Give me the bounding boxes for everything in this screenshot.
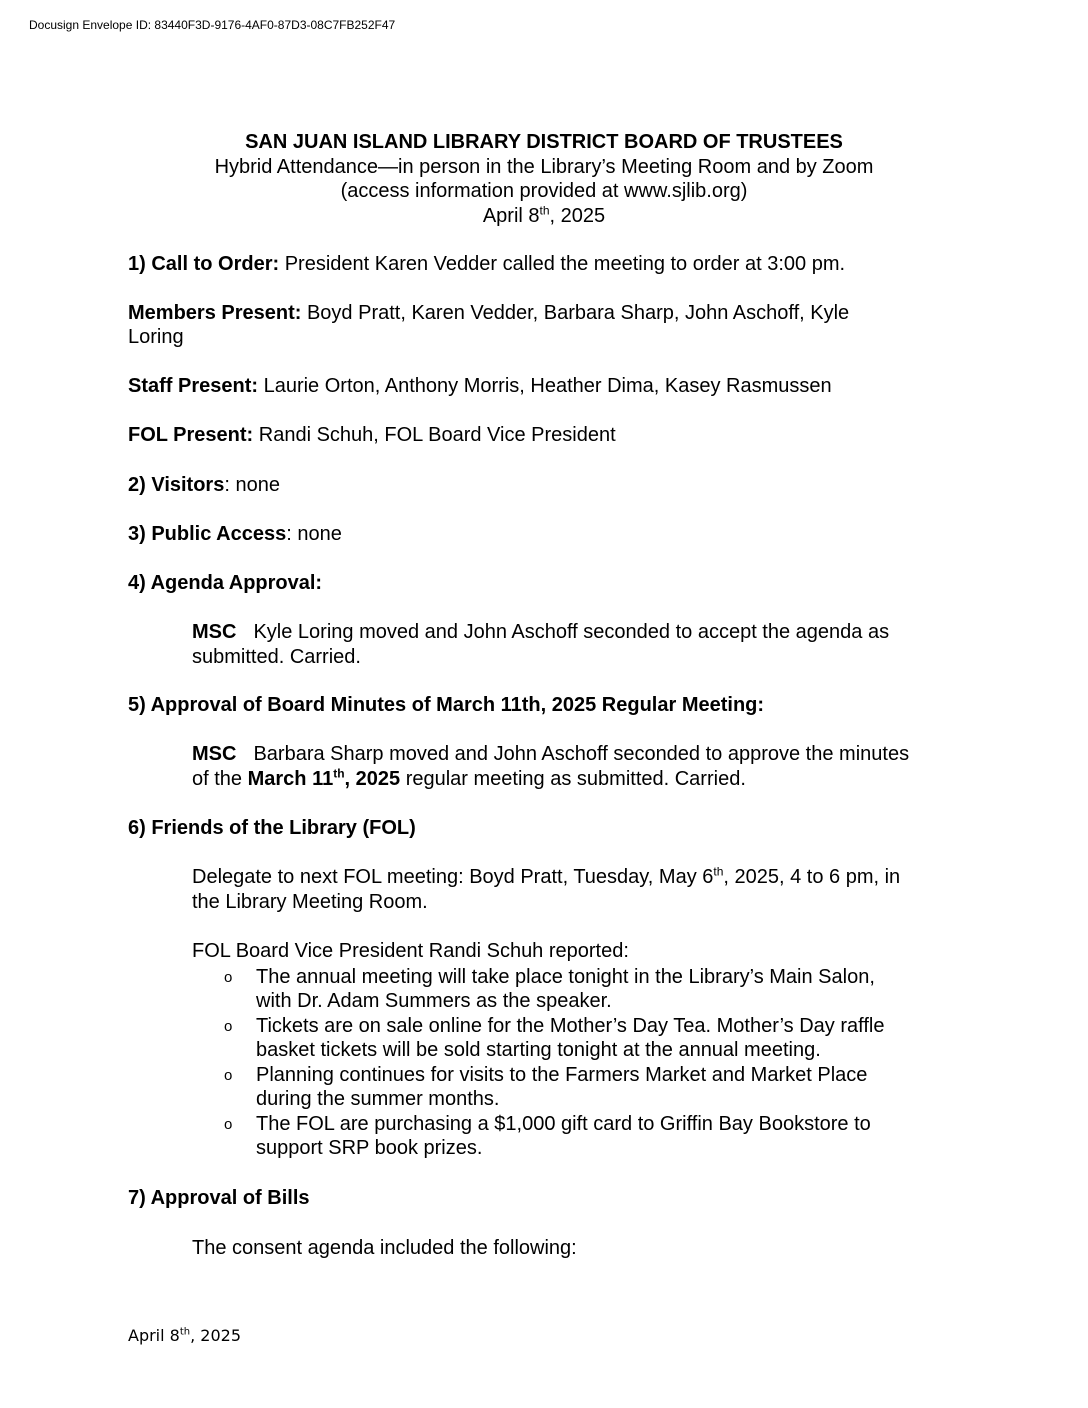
visitors-label: 2) Visitors xyxy=(128,474,225,496)
visitors-text: : none xyxy=(224,474,280,496)
meeting-date-year: , 2025 xyxy=(549,204,606,227)
minutes-line2-date xyxy=(248,768,401,790)
agenda-motion-line1: Kyle Loring moved and John Aschoff seconded to accept the agenda as xyxy=(253,621,890,643)
attendance-subtitle: Hybrid Attendance—in person in the Library’s Meeting Room and by Zoom xyxy=(214,155,874,178)
meeting-date-main: April 8 xyxy=(482,204,540,227)
members-present xyxy=(128,301,849,326)
list-item-line2: during the summer months. xyxy=(256,1088,500,1110)
agenda-approval-heading: 4) Agenda Approval: xyxy=(128,572,323,594)
public-access xyxy=(128,522,342,547)
list-item-line1: The annual meeting will take place tonight in the Library’s Main Salon, xyxy=(256,966,875,988)
bullet-icon: o xyxy=(224,969,233,986)
minutes-msc: MSC xyxy=(192,743,237,765)
bills-heading: 7) Approval of Bills xyxy=(128,1187,310,1209)
page-footer-date xyxy=(128,1326,241,1345)
fol-delegate xyxy=(192,865,900,890)
fol-delegate-pre: Delegate to next FOL meeting: Boyd Pratt, Tuesday, May 6 xyxy=(192,866,714,888)
call-to-order xyxy=(128,252,845,277)
minutes-line2-bold: March 11 xyxy=(247,768,334,790)
fol-present-label: FOL Present: xyxy=(128,424,254,446)
list-item-line2: with Dr. Adam Summers as the speaker. xyxy=(256,990,612,1012)
staff-present-text: Laurie Orton, Anthony Morris, Heather Dima, Kasey Rasmussen xyxy=(258,375,832,397)
list-item-line2: support SRP book prizes. xyxy=(256,1137,483,1159)
list-item-line1: Planning continues for visits to the Farmers Market and Market Place xyxy=(256,1064,868,1086)
members-present-text: Boyd Pratt, Karen Vedder, Barbara Sharp, John Aschoff, Kyle xyxy=(301,302,850,324)
list-item-line2: basket tickets will be sold starting tonight at the annual meeting. xyxy=(256,1039,821,1061)
agenda-msc: MSC xyxy=(192,621,237,643)
minutes-line2-post: regular meeting as submitted. Carried. xyxy=(400,768,746,790)
visitors xyxy=(128,473,280,498)
agenda-motion-line2: submitted. Carried. xyxy=(192,646,361,668)
fol-delegate-sup: th xyxy=(713,864,724,879)
fol-delegate-post: , 2025, 4 to 6 pm, in xyxy=(723,866,901,888)
minutes-motion-line1: Barbara Sharp moved and John Aschoff seconded to approve the minutes xyxy=(253,743,910,765)
minutes-approval-motion xyxy=(192,742,909,767)
bullet-icon: o xyxy=(224,1067,233,1084)
fol-delegate-line2: the Library Meeting Room. xyxy=(192,891,428,913)
minutes-line2-bold2: , 2025 xyxy=(344,768,401,790)
staff-present-label: Staff Present: xyxy=(128,375,259,397)
minutes-motion-line2 xyxy=(192,767,746,792)
members-present-label: Members Present: xyxy=(128,302,302,324)
staff-present xyxy=(128,374,832,399)
list-item-line1: The FOL are purchasing a $1,000 gift card to Griffin Bay Bookstore to xyxy=(256,1113,871,1135)
minutes-line2-sup: th xyxy=(333,766,345,781)
public-access-text: : none xyxy=(286,523,342,545)
footer-date-year: , 2025 xyxy=(190,1326,241,1345)
public-access-label: 3) Public Access xyxy=(128,523,287,545)
document-header xyxy=(0,130,1088,228)
bills-text: The consent agenda included the following: xyxy=(192,1237,577,1259)
document-title: SAN JUAN ISLAND LIBRARY DISTRICT BOARD OF TRUSTEES xyxy=(245,131,843,153)
envelope-id: Docusign Envelope ID: 83440F3D-9176-4AF0-87D3-08C7FB252F47 xyxy=(29,18,396,32)
list-item-line1: Tickets are on sale online for the Mother’s Day Tea. Mother’s Day raffle xyxy=(256,1015,885,1037)
fol-present-text: Randi Schuh, FOL Board Vice President xyxy=(253,424,616,446)
members-present-line2: Loring xyxy=(128,326,184,348)
fol-present xyxy=(128,423,616,448)
call-to-order-text: President Karen Vedder called the meeting to order at 3:00 pm. xyxy=(279,253,846,275)
fol-heading: 6) Friends of the Library (FOL) xyxy=(128,817,416,839)
fol-report-intro: FOL Board Vice President Randi Schuh reported: xyxy=(192,940,629,962)
bullet-icon: o xyxy=(224,1116,233,1133)
footer-date-sup: th xyxy=(179,1326,191,1338)
agenda-approval-motion xyxy=(192,620,889,645)
meeting-date xyxy=(0,204,1088,229)
footer-date-main: April 8 xyxy=(128,1326,180,1345)
minutes-approval-heading: 5) Approval of Board Minutes of March 11th, 2025 Regular Meeting: xyxy=(128,694,765,716)
meeting-date-sup: th xyxy=(539,202,550,217)
minutes-line2-pre: of the xyxy=(192,768,248,790)
bullet-icon: o xyxy=(224,1018,233,1035)
access-info: (access information provided at www.sjlib.org) xyxy=(340,180,748,202)
call-to-order-label: 1) Call to Order: xyxy=(128,253,280,275)
